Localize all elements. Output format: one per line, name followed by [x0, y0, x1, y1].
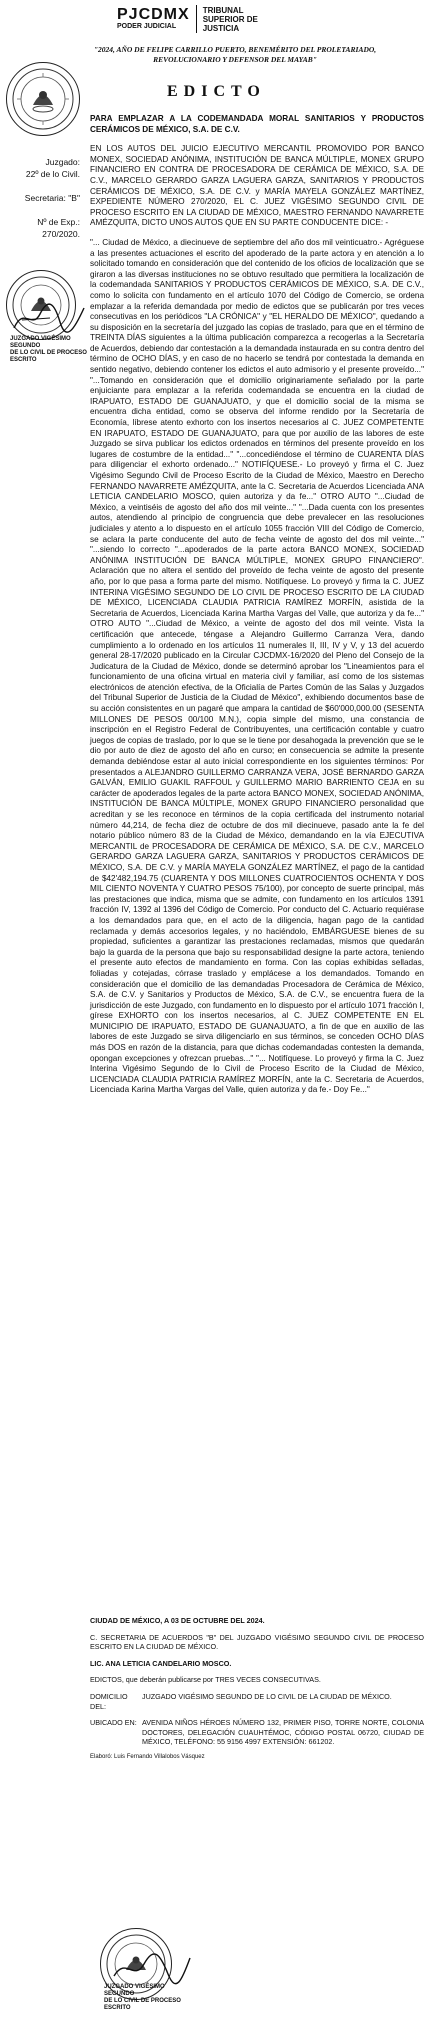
- stamp-caption: JUZGADO VIGÉSIMO SEGUNDO DE LO CIVIL DE PROCESO ESCRITO: [10, 336, 87, 363]
- juzgado-value: 22º de lo Civil.: [25, 169, 80, 179]
- pjcdmx-logo: [117, 5, 258, 33]
- stamp-caption-bottom: JUZGADO VIGÉSIMO SEGUNDO DE LO CIVIL DE PROCESO ESCRITO: [104, 1984, 181, 2011]
- document-title: EDICTO: [167, 83, 266, 100]
- edict-footer: [90, 1616, 424, 1763]
- footer-date: CIUDAD DE MÉXICO, A 03 DE OCTUBRE DEL 2024.: [90, 1616, 265, 1625]
- edict-text: "... Ciudad de México, a diecinueve de septiembre del año dos mil veinticuatro.- Agréguese a las presentes actuaciones el escrito del apoderado de la parte actora y en atención a lo solicitado tomando en consideración que del contenido de los oficios de localización que se giraron a las diversas instituciones no se obtuvo resultado que permitiera la localización de la codemandada SANITARIOS Y PRODUCTOS CERÁMICOS DE MÉXICO, S.A. DE C.V., como lo solicita con fundamento en el artículo 1070 del Código de Comercio, se ordena emplazar a la referida demandada por medio de edictos que se publicarán por tres veces consecutivas en los periódicos "LA CRÓNICA" y "EL HERALDO DE MÉXICO", quedando a su disposición en la secretaría del juzgado las copias de traslado, para que en el término de TREINTA DÍAS siguientes a la última publicación comparezca a recogerlas a la Secretaría de Acuerdos, debiendo dar contestación a la demandada instaurada en su contra dentro del término de OCHO DÍAS, y en caso de no hacerlo se tendrá por contestada la demanda en sentido negativo, debiendo contener los edictos el auto admisorio y el presente proveído..." "...Tomando en consideración que el domicilio originariamente señalado por la parte enjuiciante para emplazar a la referida codemandada se encuentra en la ciudad de IRAPUATO, ESTADO DE GUANAJUATO, y que el domicilio social de la misma se encuentra dicha entidad, como se observa del informe rendido por la Secretaría de Economía, líbrese atento exhorto con los insertos necesarios al C. JUEZ COMPETENTE EN IRAPUATO, ESTADO DE GUANAJUATO, para que por auxilio de las labores de este Juzgado se sirva publicar los edictos ordenados en términos del presente proveído en los lugares de costumbre de la entidad..." "...concediéndose el término de CUARENTA DÍAS para diligenciar el exhorto ordenado..." NOTIFÍQUESE.- Lo proveyó y firma el C. Juez Vigésimo Segundo Civil de Proceso Escrito de la Ciudad de México, Maestro en Derecho FERNANDO NAVARRETE AMÉZQUITA, ante la C. Secretaria de Acuerdos Licenciada ANA LETICIA CANDELARIO MOSCO, quien autoriza y da fe..." OTRO AUTO "...Ciudad de México, a veintiséis de agosto del año dos mil veinte..." "...Dada cuenta con los presentes autos, atendiendo al principio de congruencia que debe prevalecer en las resoluciones judiciales y atento a lo dispuesto en el artículo 1055 fracción VIII del Código de Comercio, se aclara la parte conducente del auto de fecha veinte de agosto del dos mil veinte..." "...siendo lo correcto "...apoderados de la parte actora BANCO MONEX, SOCIEDAD ANÓNIMA INSTITUCIÓN DE BANCA MÚLTIPLE, MONEX GRUPO FINANCIERO". Aclaración que no altera el sentido del proveído de fecha veinte de agosto del presente año, por lo que pasa a forma parte del mismo. Notifíquese. Lo proveyó y firma la C. JUEZ INTERINA VIGÉSIMO SEGUNDO DE LO CIVIL DE PROCESO ESCRITO DE LA CIUDAD DE MÉXICO, LICENCIADA CLAUDIA PATRICIA RAMÍREZ MORFÍN, asistida de la Secretaria de Acuerdos, Licenciada Karina Martha Vargas del Valle, que autoriza y da fe..." OTRO AUTO "...Ciudad de México, a veinte de agosto del dos mil veinte. Vista la certificación que antecede, téngase a Alejandro Guillermo Carranza Vera, dando cumplimiento a lo ordenado en los artículos 11 numerales II, III, IV y V, y 13 del acuerdo general 28-17/2020 publicado en la Circular CJCDMX-16/2020 del Pleno del Consejo de la Judicatura de la Ciudad de México, donde se determinó aprobar los "Lineamientos para el funcionamiento de una oficina virtual en materia civil y familiar, así como de los sistemas electrónicos de atención efectiva, de la Oficialía de Partes Común de las Salas y Juzgados del Tribunal Superior de Justicia de la Ciudad de México", exhibiendo documentos base de su acción consistentes en un pagaré que ampara la cantidad de $60'000,000.00 (SESENTA MILLONES DE PESOS 00/100 M.N.), copia simple del mismo, una constancia de inscripción en el Registro Federal de Contribuyentes, una certificación contable y cuatro juegos de copias de traslado, por lo que se le tiene por desahogada la prevención que se le dio por auto de diez de agosto del año en curso; en consecuencia se admite la presente demanda debiéndose estar al auto inicial correspondiente en los siguientes términos: Por presentados a ALEJANDRO GUILLERMO CARRANZA VERA, JOSÉ BERNARDO GARZA GALVÁN, EMILIO GUAKIL RAFFOUL y GUILLERMO MARIO BARRIENTO CEJA en su carácter de apoderados legales de la parte actora BANCO MONEX, SOCIEDAD ANÓNIMA, INSTITUCIÓN DE BANCA MÚLTIPLE, MONEX GRUPO FINANCIERO personalidad que acreditan y se les reconoce en términos de la copia certificada del instrumento notarial número 44,214, de fecha diez de octubre de dos mil diecinueve, pasado ante la fe del notario público número 83 de la Ciudad de México, demandando en la vía EJECUTIVA MERCANTIL de PROCESADORA DE CERÁMICA DE MÉXICO, S.A. DE C.V., MARCELO GERARDO GARZA LAGUERA GARZA, SANITARIOS Y PRODUCTOS CERÁMICOS DE MÉXICO, S.A. DE C.V. y MARÍA MAYELA GONZÁLEZ MARTÍNEZ, el pago de la cantidad de $42'482,194.75 (CUARENTA Y DOS MILLONES CUATROCIENTOS OCHENTA Y DOS MIL CIENTO NOVENTA Y CUATRO PESOS 75/100), por concepto de suerte principal, más las prestaciones que indica, misma que se admite, con fundamento en los artículos 1391 fracción IV, 1392 al 1396 del Código de Comercio. Por conducto del C. Actuario requiérase a los demandados para que, en el acto de la diligencia, hagan pago de la cantidad reclamada y demás accesorios legales, y no haciéndolo, EMBÁRGUESE bienes de su propiedad, suficientes a garantizar las prestaciones reclamadas, mismos que quedarán bajo la guarda de la persona que bajo su responsabilidad designe la parte actora, teniendo el presente auto efectos de mandamiento en forma. Con las copias exhibidas selladas, foliadas y cotejadas, córrase traslado y emplácese a los demandados. Tomando en consideración que el domicilio de las demandadas Procesadora de Cerámica de México, S.A. de C.V. y Sanitarios y Productos de México, S.A. de C.V., se encuentra fuera de la jurisdicción de este Juzgado, con fundamento en lo dispuesto por el artículo 1071 fracción I, gírese EXHORTO con los insertos necesarios, al C. JUEZ COMPETENTE EN EL MUNICIPIO DE IRAPUATO, ESTADO DE GUANAJUATO, a fin de que en auxilio de las labores de este Juzgado se sirva diligenciarlo en sus términos, se conceden OCHO DÍAS más DOS en razón de la distancia, para que dichas codemandadas contesten la demanda, opongan excepciones y ofrezcan pruebas..." "... Notifíquese. Lo proveyó y firma la C. Juez Interina Vigésimo Segundo de lo Civil de Proceso Escrito de la Ciudad de México, LICENCIADA CLAUDIA PATRICIA RAMÍREZ MORFÍN, ante la C. Secretaria de Acuerdos, Licenciada Karina Martha Vargas del Valle, quien autoriza y da fe.- Doy Fe...": [90, 237, 425, 1095]
- footer-secretary-name: LIC. ANA LETICIA CANDELARIO MOSCO.: [90, 1658, 232, 1668]
- signature-icon: [10, 300, 88, 336]
- juzgado-label: Juzgado:: [45, 157, 80, 167]
- footer-secretary: C. SECRETARIA DE ACUERDOS "B" DEL JUZGADO VIGÉSIMO SEGUNDO CIVIL DE PROCESO ESCRITO EN LA CIUDAD DE MÉXICO.: [90, 1632, 424, 1652]
- logo-mark: PJCDMX: [117, 6, 190, 23]
- logo-tribunal: TRIBUNAL SUPERIOR DE JUSTICIA: [202, 5, 258, 33]
- court-seal-icon: [6, 62, 80, 136]
- edict-body: [90, 114, 424, 1105]
- footer-edictos: EDICTOS, que deberán publicarse por TRES VECES CONSECUTIVAS.: [90, 1675, 321, 1685]
- secretaria-label: Secretaria:: [24, 193, 66, 203]
- logo-divider: [196, 5, 197, 33]
- expediente-label: Nº de Exp.:: [37, 217, 80, 227]
- edict-heading: PARA EMPLAZAR A LA CODEMANDADA MORAL SANITARIOS Y PRODUCTOS CERÁMICOS DE MÉXICO, S.A. DE C.V.: [90, 114, 424, 134]
- case-metadata: [6, 156, 80, 252]
- signature-bottom-icon: [110, 1952, 194, 1986]
- edict-intro: EN LOS AUTOS DEL JUICIO EJECUTIVO MERCANTIL PROMOVIDO POR BANCO MONEX, SOCIEDAD ANÓNIMA, INSTITUCIÓN DE BANCA MÚLTIPLE, MONEX GRUPO FINANCIERO EN CONTRA DE PROCESADORA DE CERÁMICA DE MÉXICO, S.A. DE C.V., MARCELO GERARDO GARZA LAGUERA GARZA, SANITARIOS Y PRODUCTOS CERÁMICOS DE MÉXICO, S.A. DE C.V. y MARÍA MAYELA GONZÁLEZ MARTÍNEZ, EXPEDIENTE NÚMERO 270/2020, EL C. JUEZ VIGÉSIMO SEGUNDO CIVIL DE PROCESO ESCRITO EN LA CIUDAD DE MÉXICO, MAESTRO FERNANDO NAVARRETE AMÉZQUITA, DICTO UNOS AUTOS QUE EN SU PARTE CONDUCENTE DICE: -: [90, 144, 424, 228]
- logo-sub: PODER JUDICIAL: [117, 23, 177, 30]
- footer-domicilio: DOMICILIO DEL: JUZGADO VIGÉSIMO SEGUNDO DE LO CIVIL DE LA CIUDAD DE MÉXICO.: [90, 1691, 392, 1711]
- year-motto: "2024, AÑO DE FELIPE CARRILLO PUERTO, BENEMÉRITO DEL PROLETARIADO, REVOLUCIONARIO Y DEFENSOR DEL MAYAB": [93, 45, 377, 64]
- secretaria-value: "B": [68, 193, 80, 203]
- footer-ubicado: UBICADO EN: AVENIDA NIÑOS HÉROES NÚMERO 132, PRIMER PISO, TORRE NORTE, COLONIA DOCTORES, DELEGACIÓN CUAUHTÉMOC, CÓDIGO POSTAL 06720, CIUDAD DE MÉXICO, TELÉFONO: 55 9156 4997 EXTENSIÓN: 661202.: [90, 1718, 424, 1747]
- expediente-value: 270/2020.: [42, 229, 80, 239]
- footer-elaboro: Elaboró: Luis Fernando Villalobos Vásquez: [90, 1753, 205, 1760]
